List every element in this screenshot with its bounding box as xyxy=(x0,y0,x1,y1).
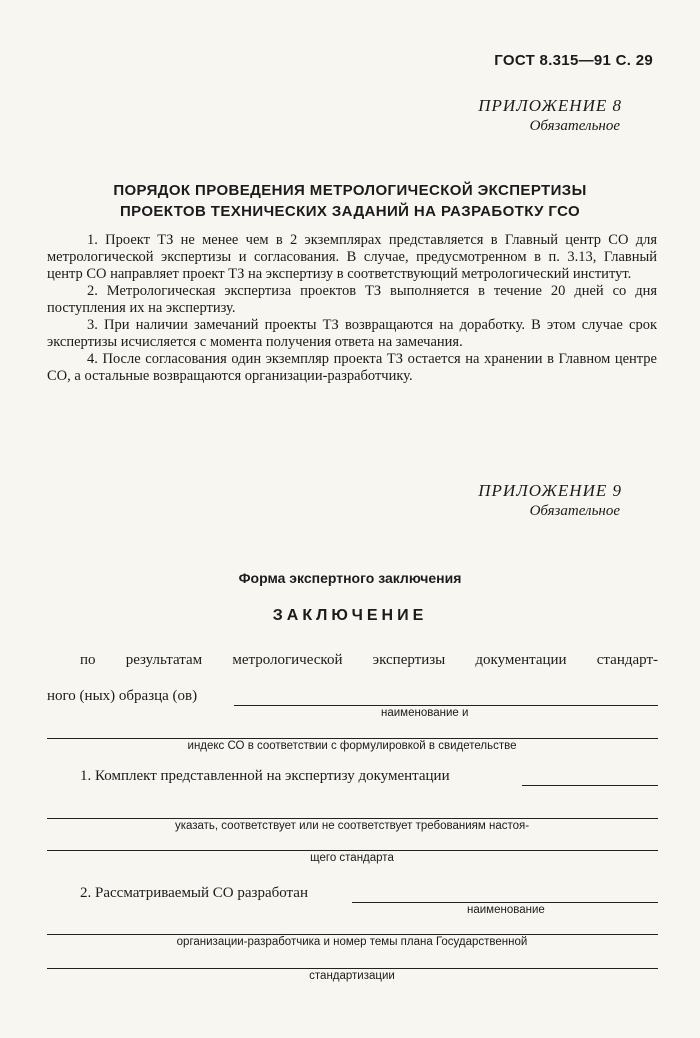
caption-item-1-a: указать, соответствует или не соответствует требованиям настоя- xyxy=(174,820,530,832)
caption-index: индекс СО в соответствии с формулировкой в свидетельстве xyxy=(187,740,517,752)
page-header: ГОСТ 8.315—91 С. 29 xyxy=(494,52,653,69)
appendix-9-title: ПРИЛОЖЕНИЕ 9 xyxy=(478,481,622,500)
fill-line-item-2-c[interactable] xyxy=(47,968,658,969)
fill-line-name[interactable] xyxy=(234,705,658,706)
appendix-8-title: ПРИЛОЖЕНИЕ 8 xyxy=(478,96,622,115)
form-heading: Форма экспертного заключения xyxy=(238,570,462,586)
fill-line-item-1-b[interactable] xyxy=(47,818,658,819)
paragraph-2: 2. Метрологическая экспертиза проектов ТЗ выполняется в течение 20 дней со дня поступления их на экспертизу. xyxy=(47,283,657,316)
form-item-2: 2. Рассматриваемый СО разработан xyxy=(80,885,308,901)
section-body xyxy=(47,232,657,385)
intro-word: экспертизы xyxy=(372,652,446,668)
caption-item-2-b: организации-разработчика и номер темы плана Государственной xyxy=(176,936,528,948)
fill-line-index[interactable] xyxy=(47,738,658,739)
form-item-1: 1. Комплект представленной на экспертизу документации xyxy=(80,768,450,784)
appendix-9-subtitle: Обязательное xyxy=(529,503,620,519)
fill-line-item-2[interactable] xyxy=(352,902,658,903)
section-title xyxy=(60,180,640,222)
appendix-8-subtitle: Обязательное xyxy=(529,118,620,134)
intro-word: метрологической xyxy=(232,652,343,668)
caption-item-1-b: щего стандарта xyxy=(310,852,394,864)
intro-word: результатам xyxy=(125,652,203,668)
fill-line-item-2-b[interactable] xyxy=(47,934,658,935)
paragraph-3: 3. При наличии замечаний проекты ТЗ возвращаются на доработку. В этом случае срок экспертизы исчисляется с момента получения ответа на замечания. xyxy=(47,317,657,350)
section-title-line-2: ПРОЕКТОВ ТЕХНИЧЕСКИХ ЗАДАНИЙ НА РАЗРАБОТКУ ГСО xyxy=(119,203,581,220)
paragraph-4: 4. После согласования один экземпляр проекта ТЗ остается на хранении в Главном центре СО, а остальные возвращаются организации-разработчику. xyxy=(47,351,657,384)
caption-item-2-a: наименование xyxy=(467,904,545,916)
conclusion-title: ЗАКЛЮЧЕНИЕ xyxy=(272,607,428,624)
caption-name: наименование и xyxy=(381,707,469,719)
intro-word: документации xyxy=(475,652,567,668)
intro-word: по xyxy=(80,652,96,668)
fill-line-item-1-c[interactable] xyxy=(47,850,658,851)
intro-word: стандарт- xyxy=(596,652,658,668)
fill-line-item-1[interactable] xyxy=(522,785,658,786)
paragraph-1: 1. Проект ТЗ не менее чем в 2 экземплярах представляется в Главный центр СО для метрологической экспертизы и согласования. В случае, предусмотренном в п. 3.13, Главный центр СО направляет проект ТЗ на экспертизу в соответствующий метрологический институт. xyxy=(47,232,657,282)
caption-item-2-c: стандартизации xyxy=(309,970,395,982)
form-line-2-prefix: ного (ных) образца (ов) xyxy=(47,688,198,704)
form-intro-line xyxy=(80,652,658,669)
section-title-line-1: ПОРЯДОК ПРОВЕДЕНИЯ МЕТРОЛОГИЧЕСКОЙ ЭКСПЕРТИЗЫ xyxy=(113,182,587,199)
